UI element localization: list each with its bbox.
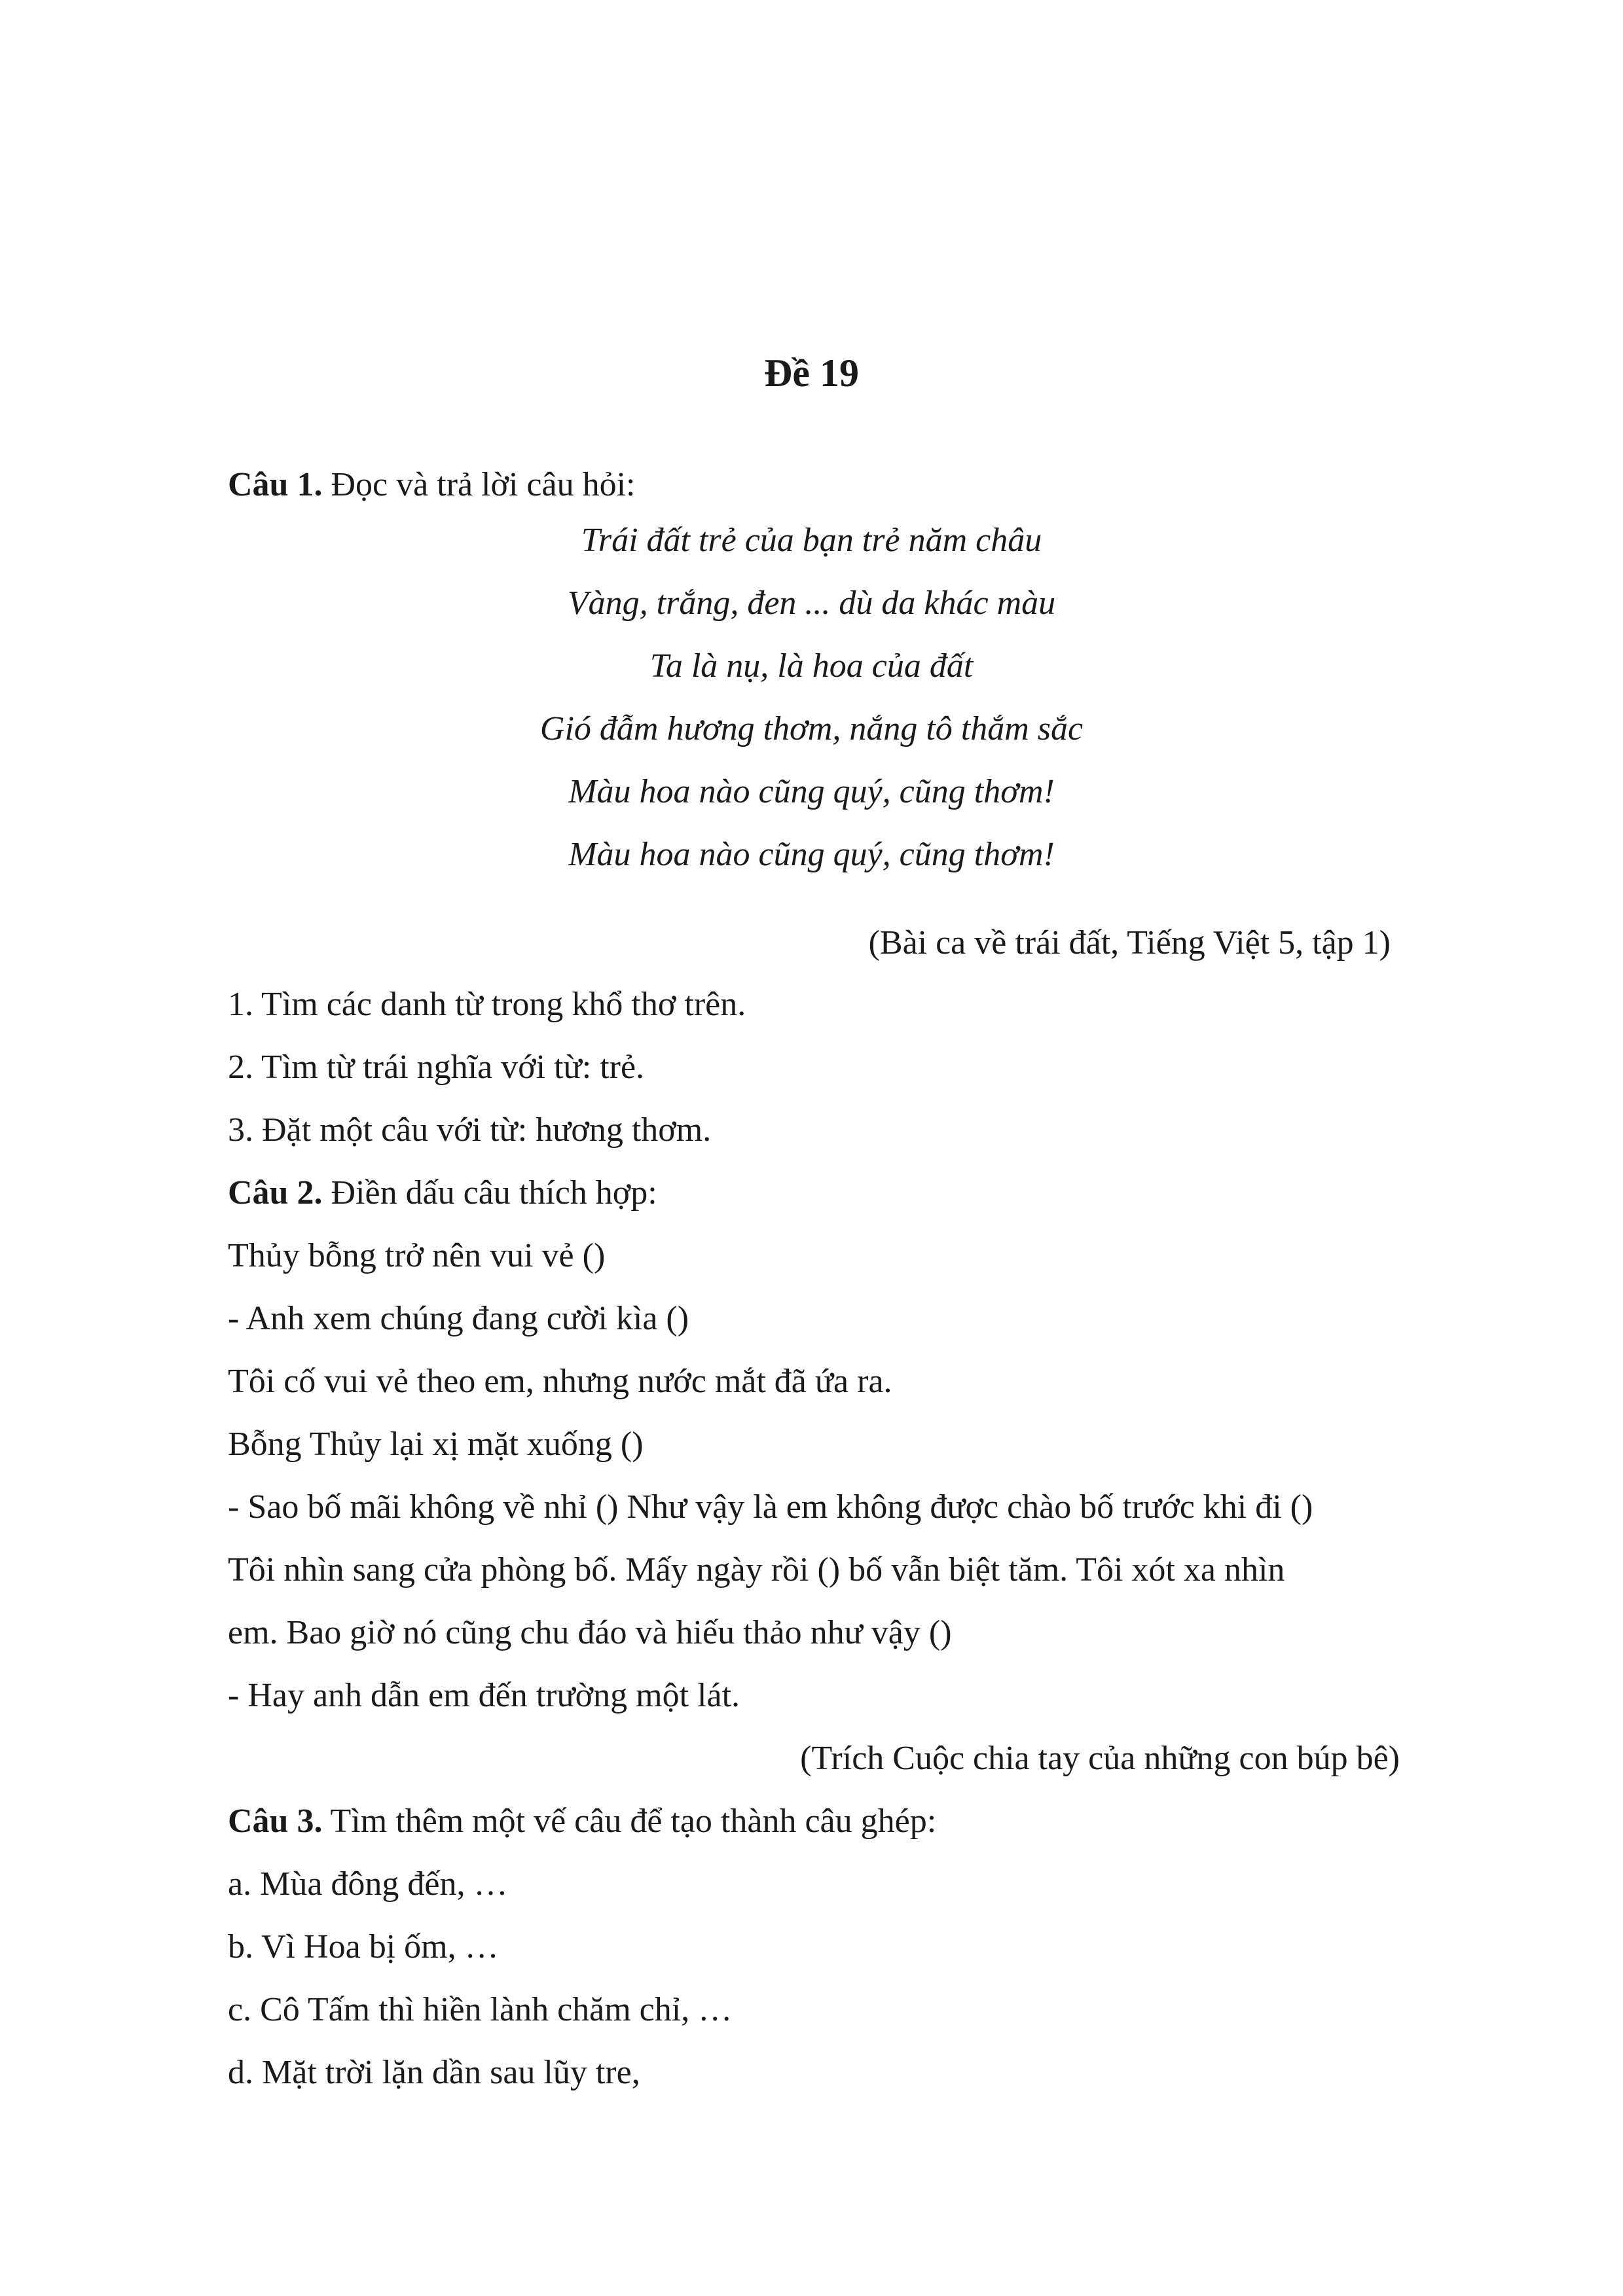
question-item: 3. Đặt một câu với từ: hương thơm. (228, 1111, 712, 1149)
poem-line: Gió đẫm hương thơm, nắng tô thắm sắc (539, 710, 1084, 747)
cau3-section (228, 1790, 1406, 2104)
cau3-heading (228, 1790, 1406, 1853)
passage-line: Bỗng Thủy lại xị mặt xuống () (228, 1426, 644, 1463)
poem-line: Vàng, trắng, đen ... dù da khác màu (567, 584, 1056, 622)
poem-line: Trái đất trẻ của bạn trẻ năm châu (581, 522, 1042, 559)
passage-source-text: (Trích Cuộc chia tay của những con búp bê) (800, 1740, 1400, 1777)
cau3-prompt: Tìm thêm một vế câu để tạo thành câu ghép: (330, 1803, 937, 1840)
poem-source-text: (Bài ca về trái đất, Tiếng Việt 5, tập 1) (868, 924, 1391, 961)
page-title: Đề 19 (764, 351, 859, 395)
passage-line: Tôi nhìn sang cửa phòng bố. Mấy ngày rồi () bố vẫn biệt tăm. Tôi xót xa nhìn (228, 1551, 1285, 1588)
passage-line: em. Bao giờ nó cũng chu đáo và hiếu thảo như vậy () (228, 1614, 952, 1651)
passage-line: - Hay anh dẫn em đến trường một lát. (228, 1677, 740, 1714)
poem-source (228, 912, 1391, 975)
passage-line: Thủy bỗng trở nên vui vẻ () (228, 1237, 606, 1274)
poem-block (0, 509, 1623, 886)
passage-line: Tôi cố vui vẻ theo em, nhưng nước mắt đã ứa ra. (228, 1363, 892, 1400)
cau3-label: Câu 3. (228, 1803, 323, 1840)
cau2-section (228, 1162, 1406, 1727)
poem-line: Màu hoa nào cũng quý, cũng thơm! (568, 836, 1055, 873)
cau2-heading (228, 1162, 1406, 1225)
cau2-label: Câu 2. (228, 1174, 323, 1211)
question-item: 1. Tìm các danh từ trong khổ thơ trên. (228, 986, 746, 1023)
cau1-heading (228, 454, 1406, 516)
cau2-prompt: Điền dấu câu thích hợp: (331, 1174, 657, 1211)
cau1-label: Câu 1. (228, 466, 323, 503)
passage-line: - Sao bố mãi không về nhỉ () Như vậy là em không được chào bố trước khi đi () (228, 1488, 1313, 1526)
passage-line: - Anh xem chúng đang cười kìa () (228, 1300, 689, 1337)
cau1-questions (228, 973, 1406, 1162)
exercise-item: c. Cô Tấm thì hiền lành chăm chỉ, … (228, 1991, 733, 2028)
question-item: 2. Tìm từ trái nghĩa với từ: trẻ. (228, 1049, 645, 1086)
poem-line: Ta là nụ, là hoa của đất (649, 647, 974, 685)
exercise-item: d. Mặt trời lặn dần sau lũy tre, (228, 2054, 640, 2091)
exercise-item: b. Vì Hoa bị ốm, … (228, 1928, 499, 1965)
exercise-item: a. Mùa đông đến, … (228, 1865, 508, 1903)
poem-line: Màu hoa nào cũng quý, cũng thơm! (568, 773, 1055, 810)
cau1-prompt: Đọc và trả lời câu hỏi: (331, 466, 636, 503)
passage-source (228, 1727, 1400, 1790)
